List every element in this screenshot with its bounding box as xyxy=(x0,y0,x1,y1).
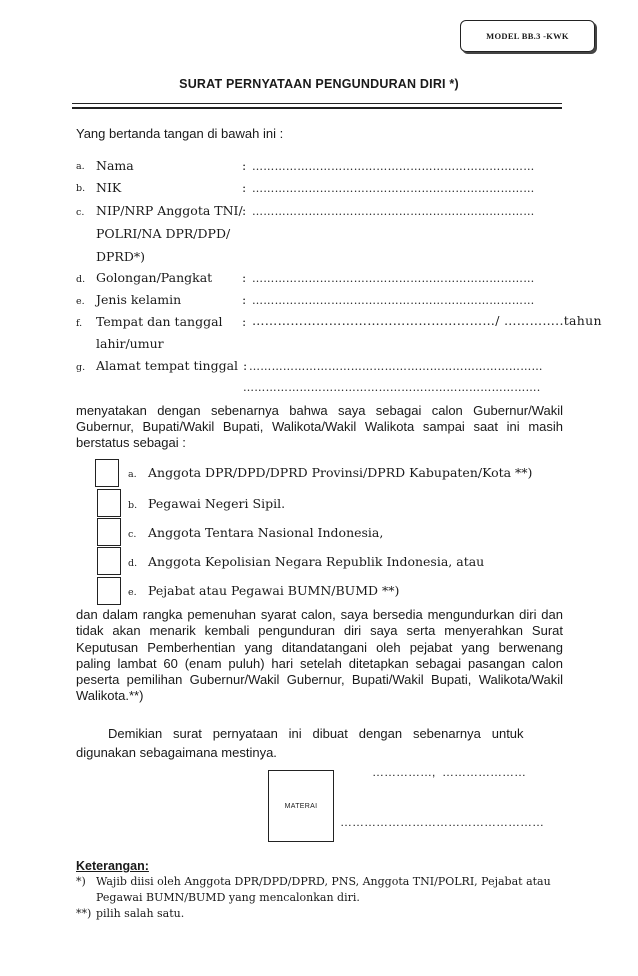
closing-line-1: Demikian surat pernyataan ini dibuat dengan sebenarnya untuk xyxy=(108,726,524,741)
field-dots-golongan[interactable]: ………………………………………………………………… xyxy=(252,272,535,285)
commitment-paragraph: dan dalam rangka pemenuhan syarat calon, saya bersedia mengundurkan diri dan tidak akan menarik kembali pengunduran diri saya serta menyerahkan Surat Keputusan Pemberhentian yang ditandatangani oleh pejabat yang berwenang paling lambat 60 (enam puluh) hari setelah ditetapkan sebagai pasangan calon peserta pemilihan Gubernur/Wakil Gubernur, Bupati/Wakil Bupati, Walikota/Wakil Walikota.**) xyxy=(76,607,563,704)
option-letter: a. xyxy=(128,469,137,480)
place-date-line[interactable]: ……………, ………………… xyxy=(372,765,527,779)
field-colon: : xyxy=(242,270,247,285)
field-dots-alamat[interactable]: …………………………………………………………………… xyxy=(249,360,543,373)
option-letter: b. xyxy=(128,500,138,511)
note-mark: *) xyxy=(76,875,86,888)
field-label-tempat-tanggal: Tempat dan tanggal xyxy=(96,314,223,329)
checkbox-e[interactable] xyxy=(97,577,121,605)
checkbox-a[interactable] xyxy=(95,459,119,487)
field-label-nama: Nama xyxy=(96,158,134,173)
field-letter: f. xyxy=(76,318,83,329)
field-dots-alamat-line2[interactable]: ……………………………………………………………………. xyxy=(243,381,541,394)
signature-line[interactable]: …………………………………………… xyxy=(340,815,544,829)
field-letter: d. xyxy=(76,274,86,285)
field-label-nip-line3: DPRD*) xyxy=(96,249,145,264)
field-label-nip-line2: POLRI/NA DPR/DPD/ xyxy=(96,226,231,241)
model-code-box xyxy=(460,20,595,52)
field-colon: : xyxy=(242,203,247,218)
option-text-d: Anggota Kepolisian Negara Republik Indonesia, atau xyxy=(148,554,485,569)
materai-box xyxy=(268,770,334,842)
checkbox-b[interactable] xyxy=(97,489,121,517)
field-letter: e. xyxy=(76,296,85,307)
option-letter: e. xyxy=(128,587,137,598)
field-label-nip: NIP/NRP Anggota TNI/ xyxy=(96,203,243,218)
note-text-1-line2: Pegawai BUMN/BUMD yang mencalonkan diri. xyxy=(96,891,360,904)
option-letter: c. xyxy=(128,529,137,540)
note-text-1: Wajib diisi oleh Anggota DPR/DPD/DPRD, PNS, Anggota TNI/POLRI, Pejabat atau xyxy=(96,875,551,888)
page-title: SURAT PERNYATAAN PENGUNDURAN DIRI *) xyxy=(179,77,459,91)
field-colon: : xyxy=(242,292,247,307)
model-code: MODEL BB.3 -KWK xyxy=(486,31,569,41)
field-letter: a. xyxy=(76,161,85,172)
field-colon: : xyxy=(242,158,247,173)
field-colon: : xyxy=(242,314,247,329)
option-text-b: Pegawai Negeri Sipil. xyxy=(148,496,286,511)
field-dots-tempat-tanggal[interactable]: …………………………………………………/ …………..tahun xyxy=(252,313,602,328)
field-colon: : xyxy=(243,358,248,373)
option-text-c: Anggota Tentara Nasional Indonesia, xyxy=(148,525,384,540)
field-dots-nik[interactable]: ………………………………………………………………… xyxy=(252,182,535,195)
field-label-nik: NIK xyxy=(96,180,122,195)
intro-text: Yang bertanda tangan di bawah ini : xyxy=(76,126,284,141)
field-letter: b. xyxy=(76,183,86,194)
field-dots-nama[interactable]: ………………………………………………………………… xyxy=(252,160,535,173)
field-dots-jenis-kelamin[interactable]: ………………………………………………………………… xyxy=(252,294,535,307)
field-colon: : xyxy=(242,180,247,195)
option-text-a: Anggota DPR/DPD/DPRD Provinsi/DPRD Kabupaten/Kota **) xyxy=(148,465,533,480)
statement-paragraph: menyatakan dengan sebenarnya bahwa saya sebagai calon Gubernur/Wakil Gubernur, Bupati/Wakil Bupati, Walikota/Wakil Walikota sampai saat ini masih berstatus sebagai : xyxy=(76,403,563,450)
checkbox-c[interactable] xyxy=(97,518,121,546)
option-letter: d. xyxy=(128,558,138,569)
field-label-lahir-umur: lahir/umur xyxy=(96,336,164,351)
materai-label: MATERAI xyxy=(284,802,318,810)
option-text-e: Pejabat atau Pegawai BUMN/BUMD **) xyxy=(148,583,400,598)
notes-title: Keterangan: xyxy=(76,859,149,873)
checkbox-d[interactable] xyxy=(97,547,121,575)
field-label-jenis-kelamin: Jenis kelamin xyxy=(96,292,182,307)
note-mark: **) xyxy=(76,907,92,920)
field-letter: g. xyxy=(76,362,86,373)
field-label-golongan: Golongan/Pangkat xyxy=(96,270,213,285)
title-divider-thick xyxy=(72,107,562,109)
note-text-2: pilih salah satu. xyxy=(96,907,185,920)
field-letter: c. xyxy=(76,207,85,218)
field-dots-nip[interactable]: ………………………………………………………………… xyxy=(252,205,535,218)
closing-line-2: digunakan sebagaimana mestinya. xyxy=(76,745,277,760)
field-label-alamat: Alamat tempat tinggal xyxy=(96,358,239,373)
title-divider-thin xyxy=(72,103,562,104)
